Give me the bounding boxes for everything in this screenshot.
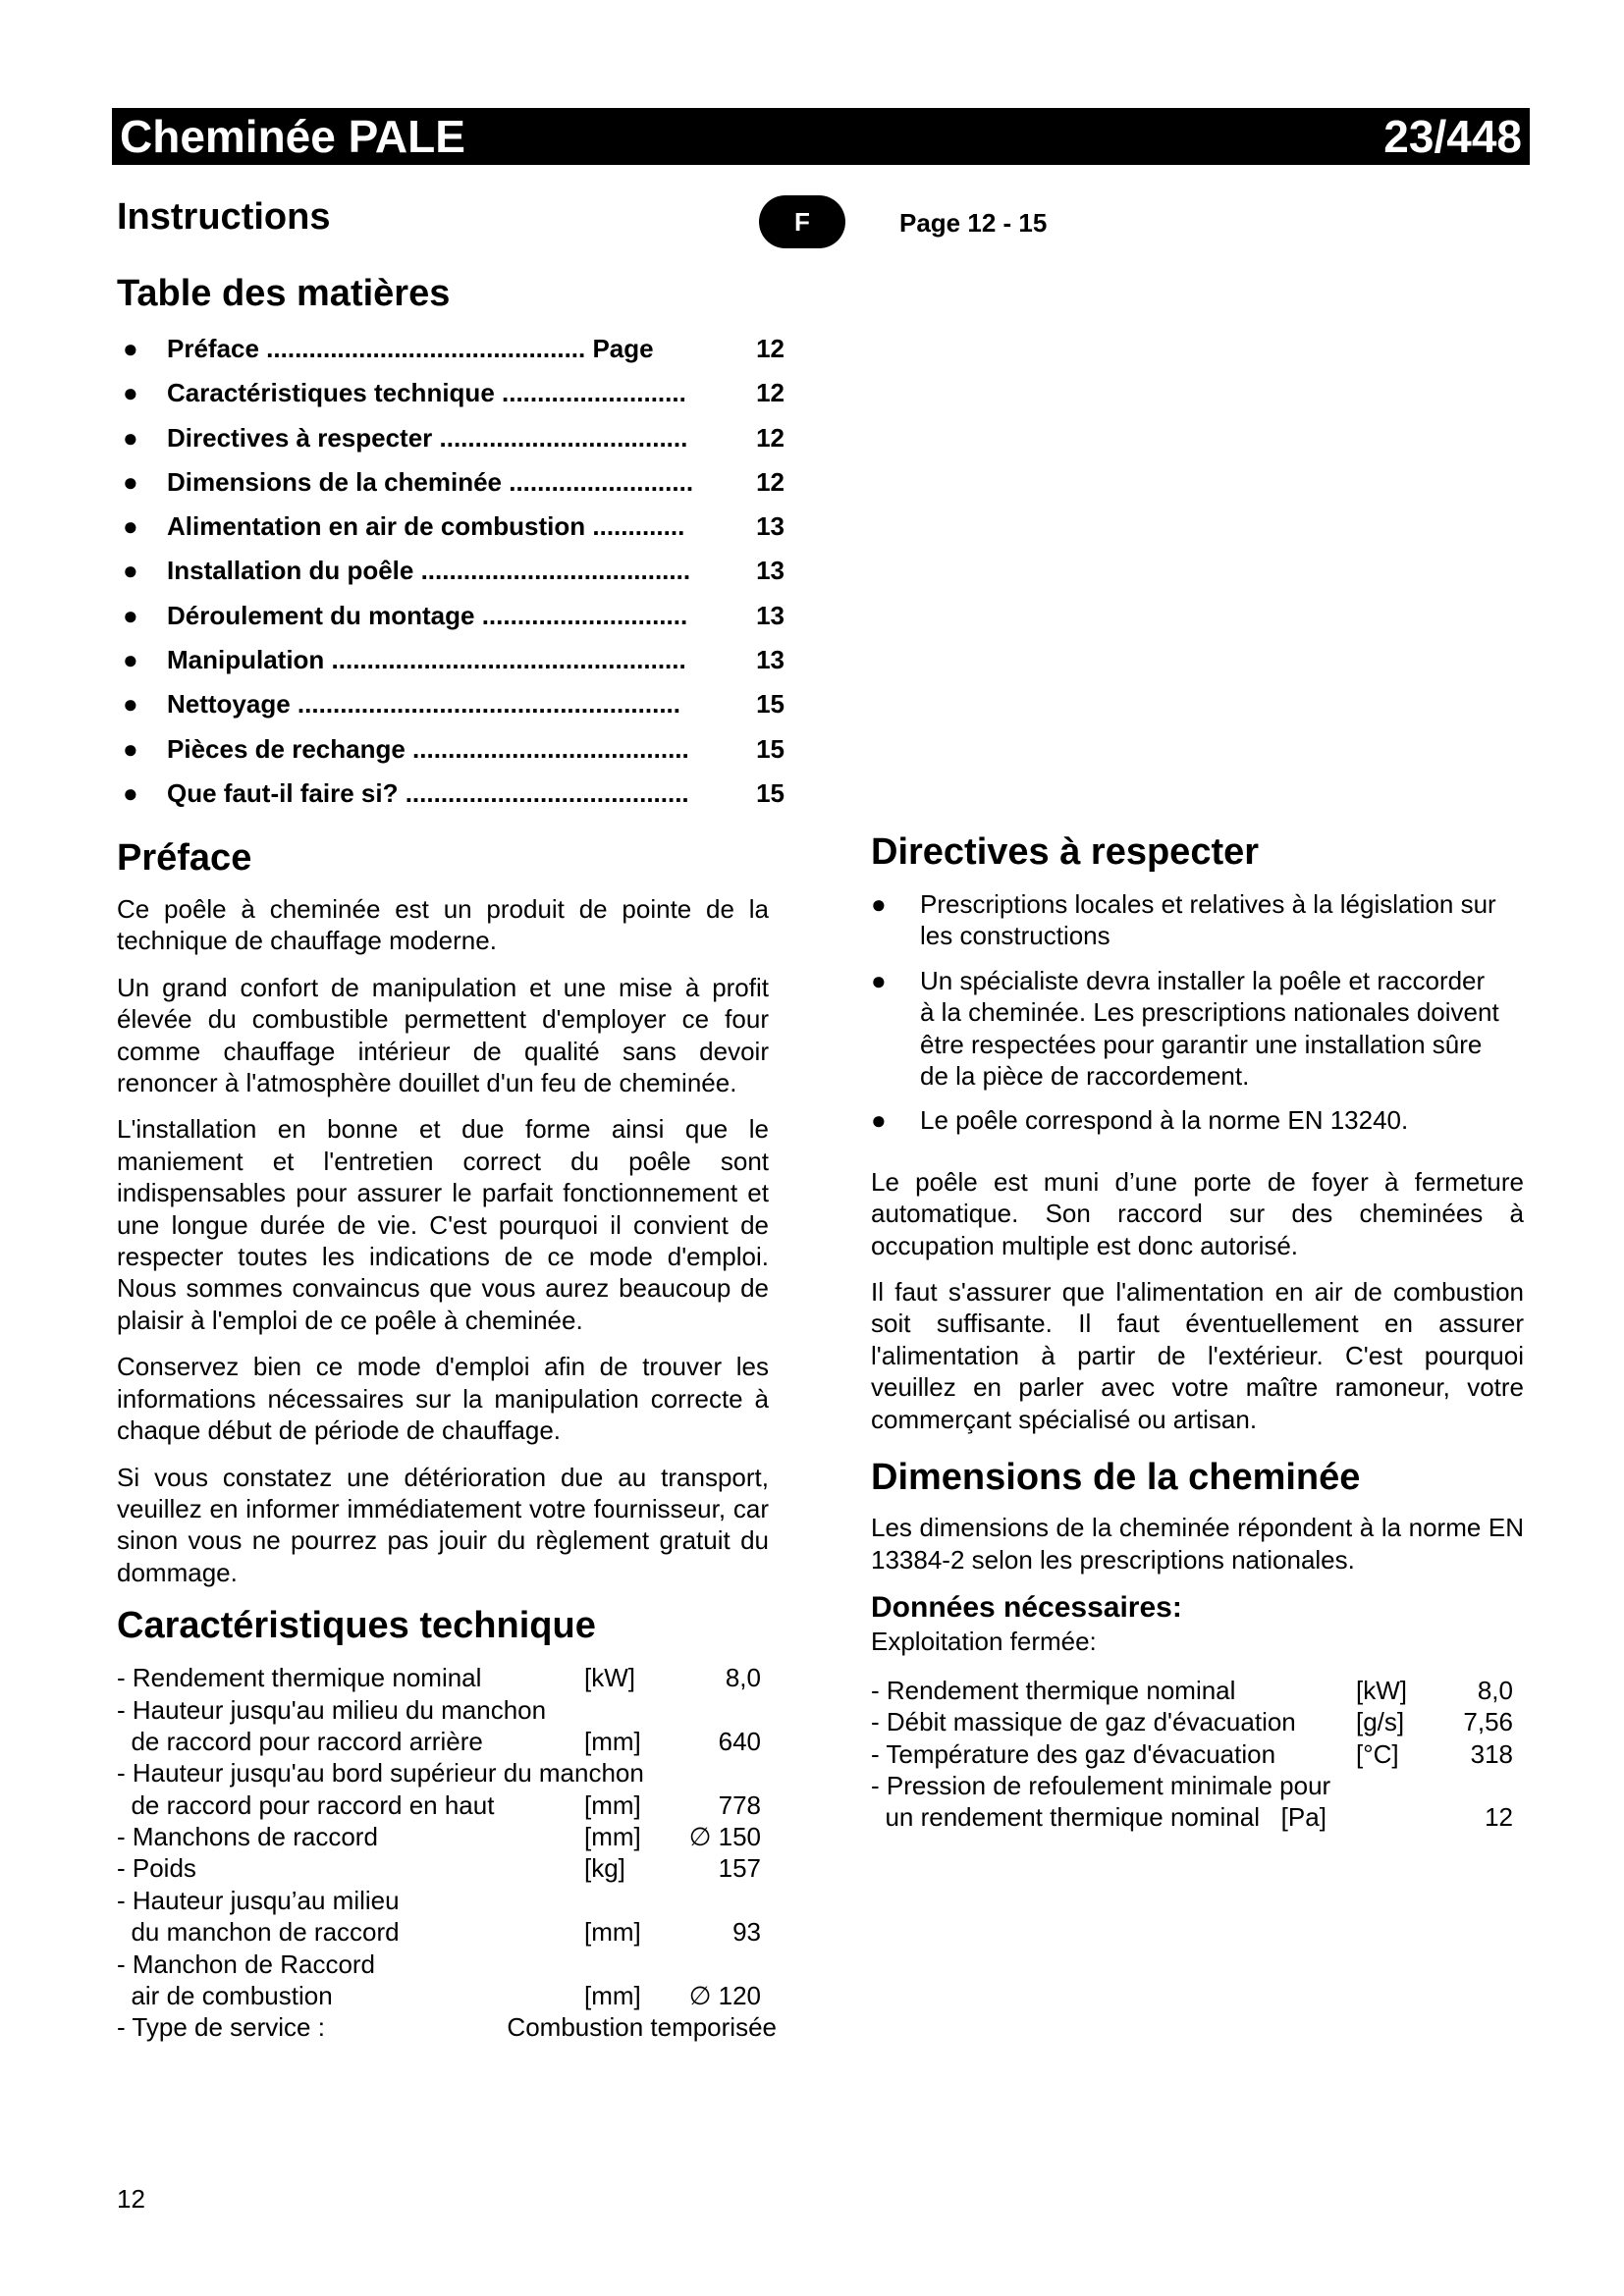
toc-item-page: 15 [756, 733, 785, 764]
preface-paragraph: L'installation en bonne et due forme ainsi que le maniement et l'entretien correct du poêle sont indispensables pour assurer le parfait fonctionnement et une longue durée de vie. C'est pourquoi il convient de respecter toutes les indications de ce mode d'emploi. Nous sommes convaincus que vous aurez beaucoup de plaisir à l'emploi de ce poêle à cheminée. [117, 1114, 769, 1335]
bullet-icon: ● [123, 777, 138, 808]
toc-item-page: 12 [756, 334, 785, 363]
page-reference: Page 12 - 15 [899, 208, 1048, 238]
toc-item [117, 327, 785, 371]
preface-paragraph: Ce poêle à cheminée est un produit de pointe de la technique de chauffage moderne. [117, 894, 769, 956]
spec-unit: [mm] [584, 1822, 641, 1852]
spec-label: - Température des gaz d'évacuation [871, 1738, 1276, 1769]
language-badge: F [759, 195, 845, 248]
bullet-icon: ● [123, 733, 138, 764]
spec-row [117, 1726, 769, 1757]
document-code: 23/448 [1383, 111, 1522, 162]
spec-label: - Rendement thermique nominal [117, 1663, 482, 1693]
title-bar [112, 108, 1530, 165]
spec-row [117, 1662, 769, 1693]
directive-item [871, 888, 1524, 952]
directive-item [871, 965, 1524, 1093]
spec-value: ∅ 150 [688, 1822, 761, 1852]
toc-item-label: Alimentation en air de combustion ............. [167, 511, 685, 542]
toc-item-label: Manipulation .................................................. [167, 645, 686, 675]
spec-label: de raccord pour raccord arrière [117, 1726, 483, 1756]
spec-unit: [kW] [1356, 1675, 1407, 1705]
directives-list [871, 888, 1524, 1137]
spec-row [871, 1706, 1524, 1737]
spec-row [117, 1885, 769, 1916]
spec-label: un rendement thermique nominal [Pa] [871, 1802, 1326, 1833]
dimensions-text: Les dimensions de la cheminée répondent à la norme EN 13384-2 selon les prescriptions nationales. [871, 1513, 1524, 1575]
spec-value: 640 [718, 1726, 761, 1756]
spec-row [117, 1852, 769, 1884]
bullet-icon: ● [123, 422, 138, 453]
toc-item-label: Nettoyage ...................................................... [167, 689, 680, 720]
instructions-heading: Instructions [117, 196, 331, 238]
directives-heading: Directives à respecter [871, 831, 1260, 873]
toc-item-page: 12 [756, 378, 785, 408]
directive-item [871, 1104, 1524, 1136]
spec-row [117, 1789, 769, 1821]
toc-item-page: 13 [756, 600, 785, 630]
spec-value: 778 [718, 1789, 761, 1820]
spec-row [871, 1738, 1524, 1770]
dimensions-table [871, 1675, 1524, 1834]
spec-label: - Pression de refoulement minimale pour [871, 1771, 1331, 1801]
toc-item-label: Que faut-il faire si? ........................................ [167, 777, 689, 808]
spec-row [117, 1821, 769, 1852]
spec-value: 8,0 [725, 1663, 761, 1693]
directive-text: Prescriptions locales et relatives à la législation sur les constructions [920, 889, 1496, 951]
preface-body [117, 893, 769, 1588]
spec-unit: [mm] [584, 1981, 641, 2011]
page-number: 12 [117, 2184, 145, 2214]
bullet-icon: ● [871, 889, 887, 919]
toc-item [117, 727, 785, 772]
spec-value: ∅ 120 [688, 1981, 761, 2011]
spec-unit: [mm] [584, 1917, 641, 1948]
toc-list [117, 327, 785, 816]
preface-paragraph: Si vous constatez une détérioration due au transport, veuillez en informer immédiatement votre fournisseur, car sinon vous ne pourrez pas jouir du règlement gratuit du dommage. [117, 1462, 769, 1587]
bullet-icon: ● [123, 689, 138, 720]
spec-unit: [°C] [1356, 1738, 1399, 1769]
toc-item [117, 416, 785, 460]
service-value: Combustion temporisée [507, 2012, 777, 2043]
spec-value: 12 [1485, 1802, 1513, 1833]
spec-label: air de combustion [117, 1981, 333, 2011]
spec-label: de raccord pour raccord en haut [117, 1789, 495, 1820]
specs-heading: Caractéristiques technique [117, 1605, 596, 1647]
spec-value: 157 [718, 1853, 761, 1884]
toc-item [117, 638, 785, 682]
bullet-icon: ● [123, 334, 138, 363]
toc-heading: Table des matières [117, 273, 451, 314]
toc-item-page: 15 [756, 777, 785, 808]
spec-value: 7,56 [1463, 1707, 1513, 1737]
specs-table [117, 1662, 769, 2011]
spec-unit: [kg] [584, 1853, 625, 1884]
spec-row [117, 1757, 769, 1789]
toc-item-label: Pièces de rechange ....................................... [167, 733, 689, 764]
spec-row [117, 1916, 769, 1948]
left-column [117, 835, 777, 2044]
toc-item-page: 13 [756, 645, 785, 675]
dimensions-heading: Dimensions de la cheminée [871, 1457, 1361, 1499]
toc-item [117, 594, 785, 638]
right-column [871, 829, 1524, 1834]
toc-item [117, 505, 785, 549]
toc-item-label: Dimensions de la cheminée .......................... [167, 466, 694, 497]
toc-item-page: 12 [756, 422, 785, 453]
directive-text: Un spécialiste devra installer la poêle et raccorder à la cheminée. Les prescriptions nationales doivent être respectées pour garantir une installation sûre de la pièce de raccordement. [920, 965, 1499, 1092]
bullet-icon: ● [123, 378, 138, 408]
spec-unit: [mm] [584, 1726, 641, 1756]
toc-item-page: 13 [756, 511, 785, 542]
bullet-icon: ● [123, 600, 138, 630]
spec-unit: [mm] [584, 1789, 641, 1820]
bullet-icon: ● [123, 466, 138, 497]
spec-value: 93 [732, 1917, 761, 1948]
preface-paragraph: Conservez bien ce mode d'emploi afin de trouver les informations nécessaires sur la manipulation correcte à chaque début de période de chauffage. [117, 1352, 769, 1446]
toc-item-page: 12 [756, 466, 785, 497]
spec-label: - Débit massique de gaz d'évacuation [871, 1707, 1296, 1737]
toc-item-label: Installation du poêle ...................................... [167, 556, 691, 586]
spec-unit: [kW] [584, 1663, 635, 1693]
spec-row [117, 1980, 769, 2011]
bullet-icon: ● [871, 1105, 887, 1136]
spec-value: 8,0 [1477, 1675, 1513, 1705]
spec-label: - Manchon de Raccord [117, 1949, 376, 1979]
toc-item-label: Directives à respecter ................................... [167, 422, 688, 453]
bullet-icon: ● [123, 645, 138, 675]
spec-row [871, 1801, 1524, 1833]
spec-unit: [g/s] [1356, 1707, 1405, 1737]
directives-paragraph: Il faut s'assurer que l'alimentation en air de combustion soit suffisante. Il faut éventuellement en assurer l'alimentation à partir de l'extérieur. C'est pourquoi veuillez en parler avec votre maître ramoneur, votre commerçant spécialisé ou artisan. [871, 1277, 1524, 1434]
spec-label: - Hauteur jusqu'au bord supérieur du manchon [117, 1758, 644, 1789]
directive-text: Le poêle correspond à la norme EN 13240. [920, 1105, 1409, 1136]
bullet-icon: ● [871, 965, 887, 995]
directives-paragraph: Le poêle est muni d’une porte de foyer à fermeture automatique. Son raccord sur des cheminées à occupation multiple est donc autorisé. [871, 1166, 1524, 1260]
spec-row [871, 1675, 1524, 1706]
spec-label: du manchon de raccord [117, 1917, 400, 1948]
spec-label: - Poids [117, 1853, 196, 1884]
toc-item [117, 371, 785, 415]
toc-item-page: 13 [756, 556, 785, 586]
service-row [117, 2011, 777, 2043]
spec-label: - Rendement thermique nominal [871, 1675, 1236, 1705]
required-data-subtext: Exploitation fermée: [871, 1626, 1097, 1656]
spec-row [871, 1770, 1524, 1801]
spec-row [117, 1949, 769, 1980]
toc-item-label: Préface ............................................. Page [167, 334, 654, 363]
preface-paragraph: Un grand confort de manipulation et une mise à profit élevée du combustible permettent d'employer ce four comme chauffage intérieur de qualité sans devoir renoncer à l'atmosphère douillet d'un feu de cheminée. [117, 972, 769, 1098]
bullet-icon: ● [123, 511, 138, 542]
toc-item-page: 15 [756, 689, 785, 720]
toc-item [117, 682, 785, 726]
toc-item [117, 772, 785, 816]
toc-item [117, 549, 785, 593]
bullet-icon: ● [123, 556, 138, 586]
spec-value: 318 [1470, 1738, 1513, 1769]
spec-row [117, 1694, 769, 1726]
toc-item [117, 460, 785, 505]
toc-item-label: Caractéristiques technique .......................... [167, 378, 686, 408]
directives-body [871, 1166, 1524, 1435]
spec-label: - Hauteur jusqu'au milieu du manchon [117, 1694, 547, 1725]
service-label: - Type de service : [117, 2012, 325, 2043]
required-data-heading: Données nécessaires: [871, 1590, 1182, 1624]
spec-label: - Manchons de raccord [117, 1822, 378, 1852]
document-title: Cheminée PALE [120, 111, 465, 162]
toc-item-label: Déroulement du montage ............................. [167, 600, 688, 630]
preface-heading: Préface [117, 837, 252, 879]
spec-label: - Hauteur jusqu’au milieu [117, 1885, 400, 1915]
